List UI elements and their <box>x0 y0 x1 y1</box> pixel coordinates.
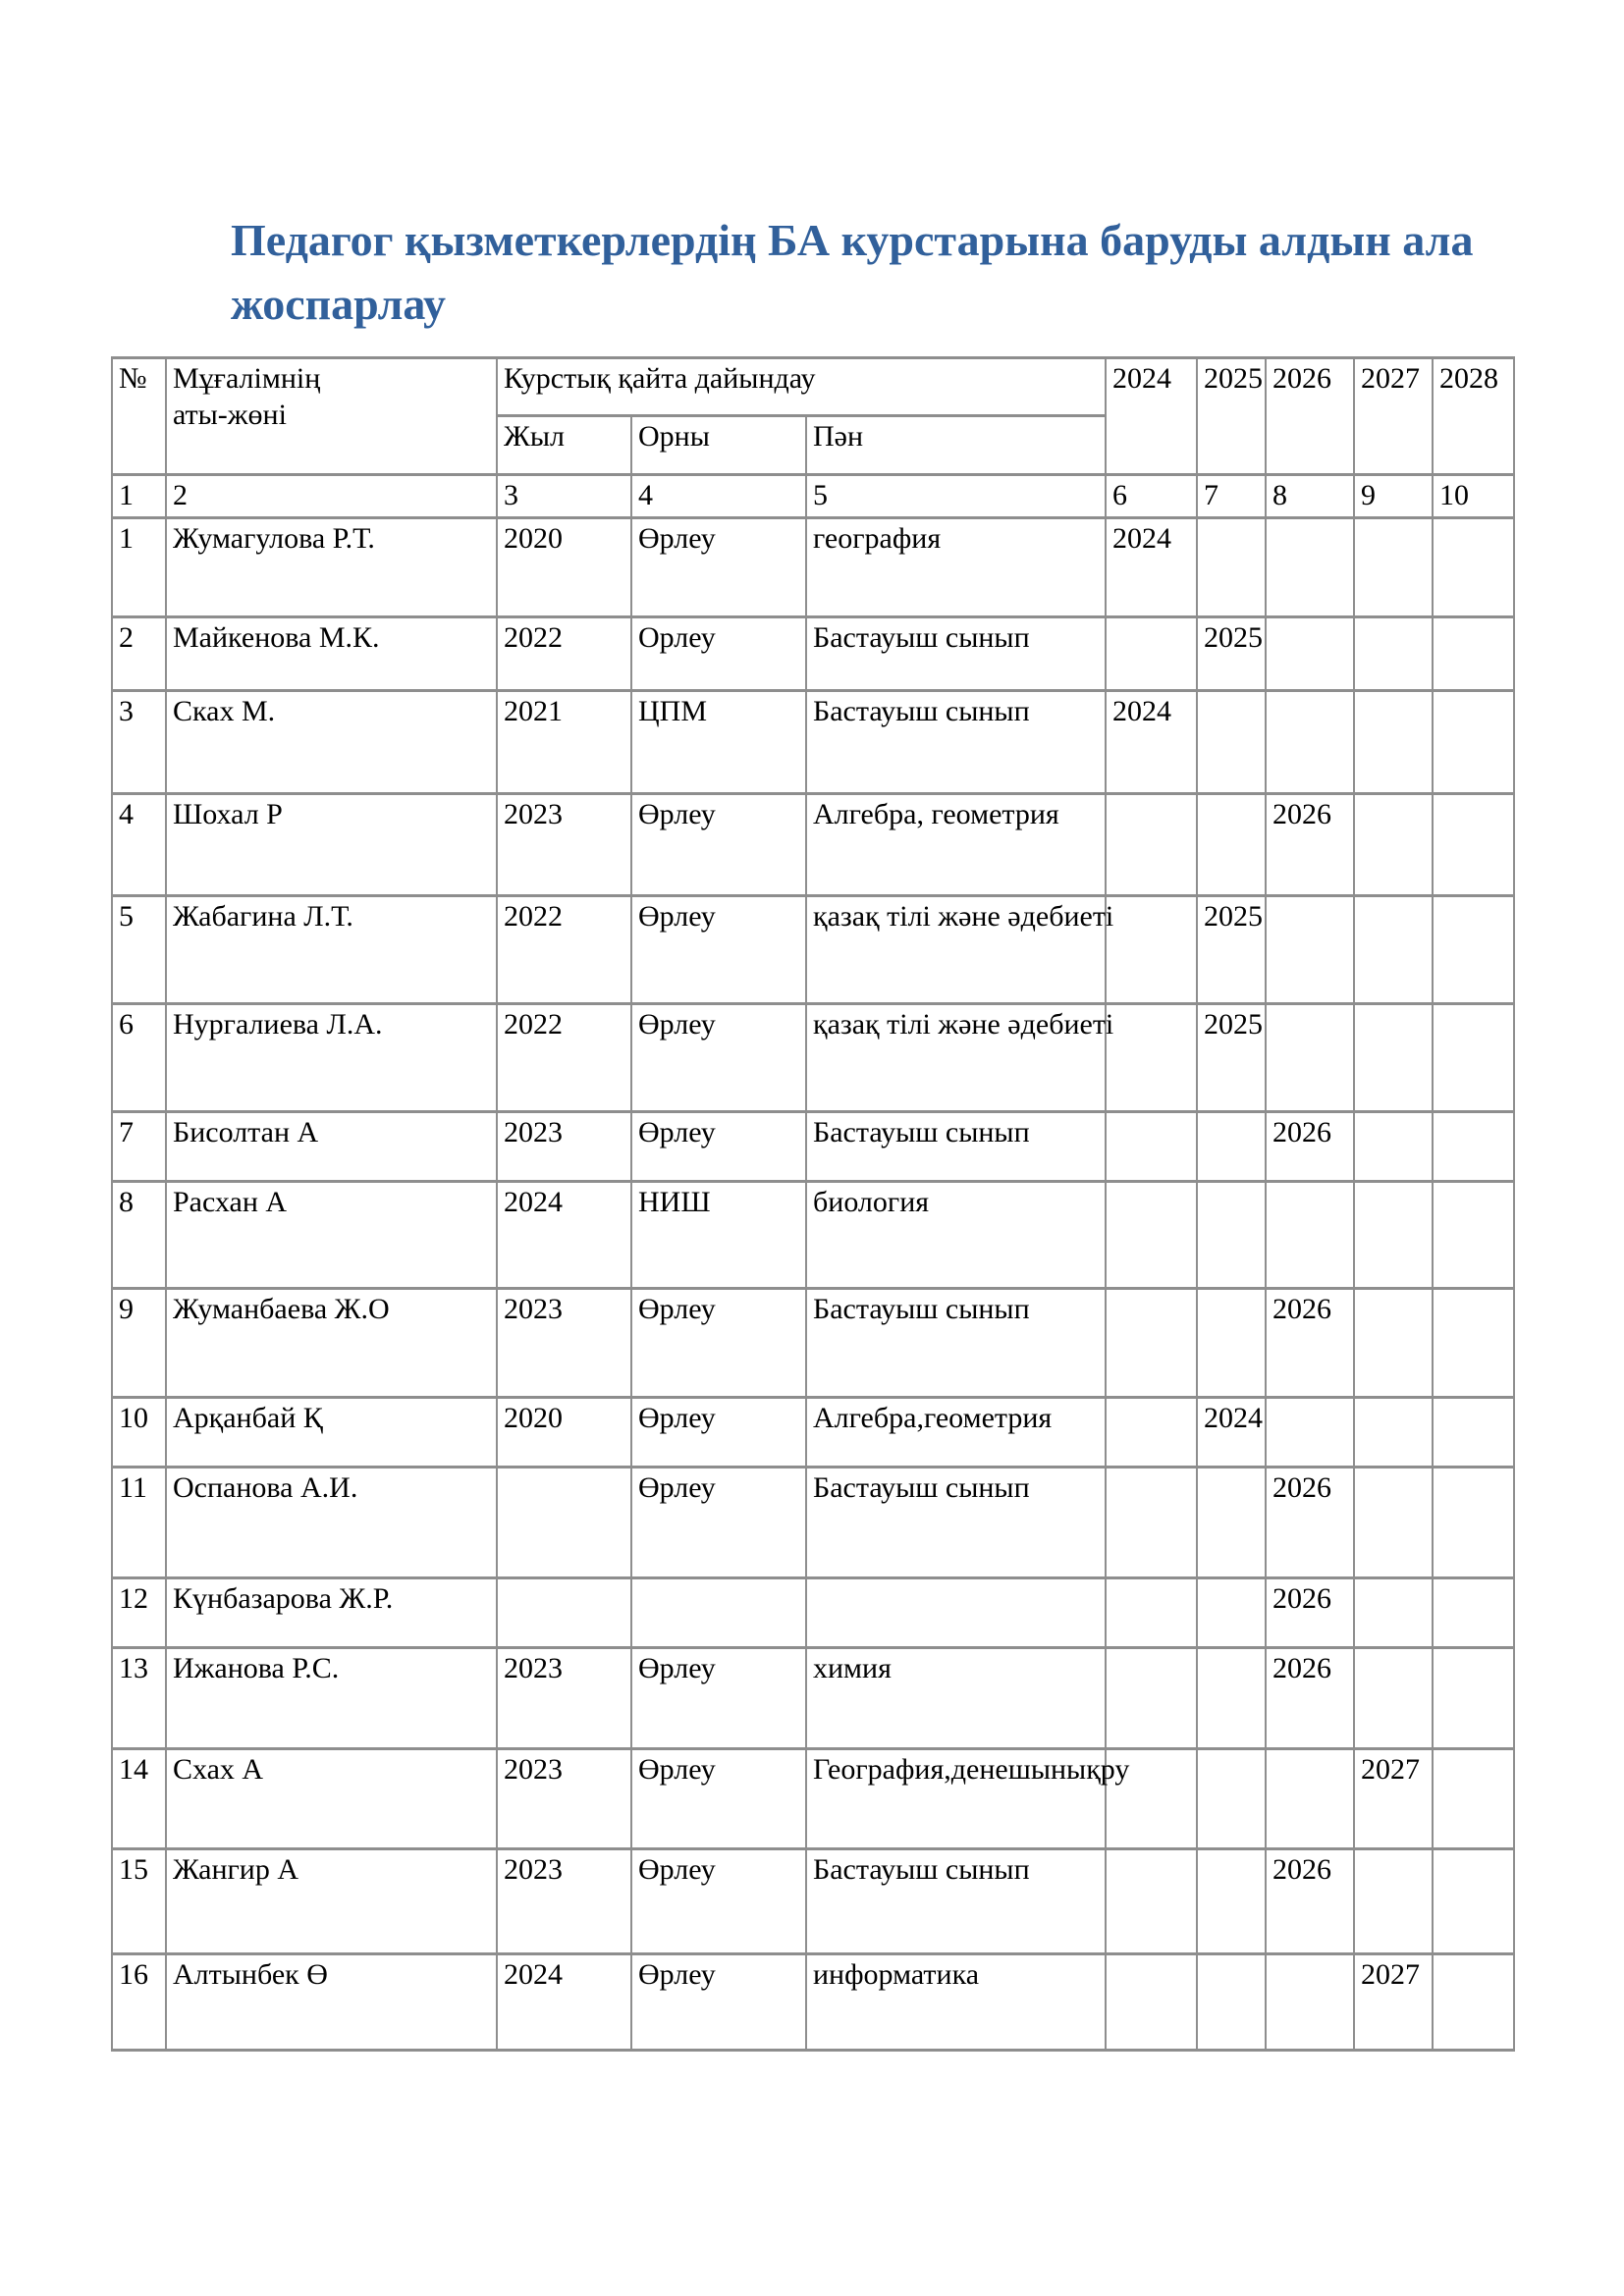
cell-plan-2028 <box>1433 1181 1514 1288</box>
cell-course-year: 2023 <box>497 1288 631 1397</box>
cell-row-number: 3 <box>112 690 166 793</box>
column-number-4: 4 <box>631 475 806 518</box>
cell-subject: Бастауыш сынып <box>806 1111 1106 1181</box>
cell-course-place: Орлеу <box>631 616 806 690</box>
cell-course-place: ЦПМ <box>631 690 806 793</box>
header-plan-year-2024: 2024 <box>1106 358 1197 475</box>
cell-course-year: 2024 <box>497 1953 631 2050</box>
cell-teacher-name: Жуманбаева Ж.О <box>166 1288 497 1397</box>
column-number-7: 7 <box>1197 475 1266 518</box>
header-plan-year-2026: 2026 <box>1266 358 1354 475</box>
table-row <box>112 517 1514 616</box>
cell-teacher-name: Нургалиева Л.А. <box>166 1003 497 1111</box>
cell-plan-2025 <box>1197 690 1266 793</box>
cell-row-number: 1 <box>112 517 166 616</box>
cell-subject: География,денешынықру <box>806 1748 1106 1848</box>
cell-course-place: Өрлеу <box>631 1848 806 1953</box>
table-row <box>112 1003 1514 1111</box>
cell-plan-2028 <box>1433 1848 1514 1953</box>
cell-plan-2028 <box>1433 1397 1514 1467</box>
cell-subject: информатика <box>806 1953 1106 2050</box>
cell-plan-2027 <box>1354 1181 1433 1288</box>
cell-course-year: 2022 <box>497 895 631 1003</box>
cell-course-year <box>497 1577 631 1647</box>
cell-row-number: 13 <box>112 1647 166 1748</box>
header-year-col: Жыл <box>497 416 631 475</box>
cell-plan-2024: 2024 <box>1106 517 1197 616</box>
cell-row-number: 9 <box>112 1288 166 1397</box>
cell-subject: қазақ тілі және әдебиеті <box>806 895 1106 1003</box>
cell-plan-2026: 2026 <box>1266 793 1354 895</box>
cell-course-place: Өрлеу <box>631 1111 806 1181</box>
cell-course-year: 2020 <box>497 517 631 616</box>
cell-plan-2027 <box>1354 1111 1433 1181</box>
cell-plan-2027 <box>1354 1467 1433 1577</box>
cell-row-number: 2 <box>112 616 166 690</box>
cell-subject: химия <box>806 1647 1106 1748</box>
cell-plan-2025 <box>1197 1647 1266 1748</box>
cell-course-year: 2023 <box>497 793 631 895</box>
cell-plan-2028 <box>1433 616 1514 690</box>
cell-plan-2026 <box>1266 1181 1354 1288</box>
cell-course-year: 2024 <box>497 1181 631 1288</box>
table-row <box>112 1397 1514 1467</box>
header-no: № <box>112 358 166 475</box>
cell-plan-2026 <box>1266 517 1354 616</box>
cell-subject: қазақ тілі және әдебиеті <box>806 1003 1106 1111</box>
cell-plan-2026: 2026 <box>1266 1848 1354 1953</box>
cell-row-number: 5 <box>112 895 166 1003</box>
cell-plan-2025 <box>1197 1111 1266 1181</box>
cell-plan-2025: 2025 <box>1197 1003 1266 1111</box>
table-row <box>112 690 1514 793</box>
cell-row-number: 12 <box>112 1577 166 1647</box>
cell-plan-2026 <box>1266 1397 1354 1467</box>
cell-plan-2026: 2026 <box>1266 1577 1354 1647</box>
cell-plan-2027 <box>1354 616 1433 690</box>
cell-teacher-name: Шохал Р <box>166 793 497 895</box>
column-number-2: 2 <box>166 475 497 518</box>
cell-plan-2024 <box>1106 1181 1197 1288</box>
cell-plan-2025 <box>1197 1953 1266 2050</box>
cell-teacher-name: Жангир А <box>166 1848 497 1953</box>
cell-plan-2025 <box>1197 1748 1266 1848</box>
cell-course-place: Өрлеу <box>631 1647 806 1748</box>
cell-course-place: Өрлеу <box>631 1953 806 2050</box>
cell-subject: Алгебра, геометрия <box>806 793 1106 895</box>
cell-course-year: 2022 <box>497 1003 631 1111</box>
cell-subject: Алгебра,геометрия <box>806 1397 1106 1467</box>
cell-plan-2024 <box>1106 1577 1197 1647</box>
cell-course-year: 2021 <box>497 690 631 793</box>
header-plan-year-2025: 2025 <box>1197 358 1266 475</box>
header-plan-year-2028: 2028 <box>1433 358 1514 475</box>
cell-course-year: 2023 <box>497 1848 631 1953</box>
cell-row-number: 15 <box>112 1848 166 1953</box>
cell-plan-2027 <box>1354 1848 1433 1953</box>
cell-teacher-name: Ижанова Р.С. <box>166 1647 497 1748</box>
cell-plan-2027 <box>1354 1288 1433 1397</box>
header-course-retraining: Курстық қайта дайындау <box>497 358 1106 416</box>
table-row <box>112 1181 1514 1288</box>
cell-plan-2026 <box>1266 1748 1354 1848</box>
cell-subject: биология <box>806 1181 1106 1288</box>
cell-plan-2028 <box>1433 1577 1514 1647</box>
cell-course-place: Өрлеу <box>631 793 806 895</box>
header-teacher-name-line-1: Мұғалімнің <box>173 362 321 395</box>
header-subject-col: Пән <box>806 416 1106 475</box>
cell-plan-2027 <box>1354 895 1433 1003</box>
cell-course-place: НИШ <box>631 1181 806 1288</box>
cell-row-number: 8 <box>112 1181 166 1288</box>
cell-plan-2026 <box>1266 1953 1354 2050</box>
cell-plan-2028 <box>1433 1003 1514 1111</box>
cell-row-number: 14 <box>112 1748 166 1848</box>
column-number-1: 1 <box>112 475 166 518</box>
cell-plan-2027 <box>1354 1577 1433 1647</box>
document-title-line-2: жоспарлау <box>231 279 447 330</box>
cell-plan-2024 <box>1106 1647 1197 1748</box>
cell-plan-2027: 2027 <box>1354 1953 1433 2050</box>
cell-plan-2026: 2026 <box>1266 1288 1354 1397</box>
cell-plan-2027 <box>1354 1003 1433 1111</box>
cell-subject: Бастауыш сынып <box>806 1848 1106 1953</box>
cell-plan-2024 <box>1106 1953 1197 2050</box>
cell-plan-2028 <box>1433 1953 1514 2050</box>
column-numbering-row <box>112 475 1514 518</box>
cell-subject: Бастауыш сынып <box>806 1467 1106 1577</box>
cell-teacher-name: Жумагулова Р.Т. <box>166 517 497 616</box>
table-row <box>112 793 1514 895</box>
table-body <box>112 358 1514 2051</box>
document-title <box>231 208 1478 337</box>
cell-plan-2028 <box>1433 1111 1514 1181</box>
cell-course-place: Өрлеу <box>631 1397 806 1467</box>
cell-plan-2025 <box>1197 1288 1266 1397</box>
cell-course-year: 2020 <box>497 1397 631 1467</box>
cell-plan-2027: 2027 <box>1354 1748 1433 1848</box>
cell-plan-2026: 2026 <box>1266 1467 1354 1577</box>
cell-plan-2025 <box>1197 1467 1266 1577</box>
cell-teacher-name: Расхан А <box>166 1181 497 1288</box>
cell-teacher-name: Схах А <box>166 1748 497 1848</box>
cell-plan-2025 <box>1197 517 1266 616</box>
cell-plan-2026 <box>1266 616 1354 690</box>
cell-plan-2024 <box>1106 1111 1197 1181</box>
column-number-6: 6 <box>1106 475 1197 518</box>
cell-plan-2026 <box>1266 1003 1354 1111</box>
column-number-5: 5 <box>806 475 1106 518</box>
cell-teacher-name: Бисолтан А <box>166 1111 497 1181</box>
cell-plan-2028 <box>1433 1288 1514 1397</box>
cell-course-year <box>497 1467 631 1577</box>
table-row <box>112 1577 1514 1647</box>
cell-teacher-name: Алтынбек Ө <box>166 1953 497 2050</box>
cell-plan-2027 <box>1354 517 1433 616</box>
cell-course-place <box>631 1577 806 1647</box>
cell-plan-2027 <box>1354 793 1433 895</box>
cell-plan-2028 <box>1433 793 1514 895</box>
cell-plan-2024 <box>1106 1397 1197 1467</box>
cell-course-place: Өрлеу <box>631 1467 806 1577</box>
column-number-8: 8 <box>1266 475 1354 518</box>
table-row <box>112 1467 1514 1577</box>
header-teacher-name <box>166 358 497 475</box>
cell-course-place: Өрлеу <box>631 517 806 616</box>
cell-plan-2027 <box>1354 1647 1433 1748</box>
cell-plan-2026 <box>1266 690 1354 793</box>
cell-plan-2025 <box>1197 793 1266 895</box>
table-row <box>112 1748 1514 1848</box>
cell-plan-2028 <box>1433 1467 1514 1577</box>
cell-course-place: Өрлеу <box>631 895 806 1003</box>
cell-row-number: 16 <box>112 1953 166 2050</box>
cell-plan-2028 <box>1433 895 1514 1003</box>
cell-plan-2025: 2024 <box>1197 1397 1266 1467</box>
cell-row-number: 4 <box>112 793 166 895</box>
cell-plan-2024: 2024 <box>1106 690 1197 793</box>
cell-row-number: 10 <box>112 1397 166 1467</box>
table-row <box>112 895 1514 1003</box>
cell-teacher-name: Сках М. <box>166 690 497 793</box>
cell-plan-2026: 2026 <box>1266 1647 1354 1748</box>
cell-subject: Бастауыш сынып <box>806 1288 1106 1397</box>
column-number-3: 3 <box>497 475 631 518</box>
cell-plan-2024 <box>1106 1848 1197 1953</box>
cell-plan-2025 <box>1197 1848 1266 1953</box>
table-row <box>112 616 1514 690</box>
cell-plan-2025: 2025 <box>1197 895 1266 1003</box>
cell-plan-2026 <box>1266 895 1354 1003</box>
cell-plan-2028 <box>1433 517 1514 616</box>
cell-plan-2028 <box>1433 690 1514 793</box>
cell-teacher-name: Жабагина Л.Т. <box>166 895 497 1003</box>
cell-course-place: Өрлеу <box>631 1748 806 1848</box>
cell-plan-2024 <box>1106 1288 1197 1397</box>
table-row <box>112 1848 1514 1953</box>
table-row <box>112 1647 1514 1748</box>
document-title-line-1: Педагог қызметкерлердің БА курстарына баруды алдын ала <box>231 215 1474 265</box>
cell-plan-2024 <box>1106 616 1197 690</box>
cell-course-year: 2023 <box>497 1748 631 1848</box>
cell-plan-2028 <box>1433 1647 1514 1748</box>
cell-course-year: 2023 <box>497 1111 631 1181</box>
cell-course-year: 2022 <box>497 616 631 690</box>
cell-subject: география <box>806 517 1106 616</box>
cell-course-year: 2023 <box>497 1647 631 1748</box>
cell-plan-2027 <box>1354 1397 1433 1467</box>
cell-course-place: Өрлеу <box>631 1003 806 1111</box>
cell-plan-2026: 2026 <box>1266 1111 1354 1181</box>
cell-teacher-name: Арқанбай Қ <box>166 1397 497 1467</box>
table-row <box>112 1111 1514 1181</box>
cell-subject: Бастауыш сынып <box>806 690 1106 793</box>
cell-teacher-name: Оспанова А.И. <box>166 1467 497 1577</box>
cell-plan-2024 <box>1106 793 1197 895</box>
cell-row-number: 6 <box>112 1003 166 1111</box>
cell-plan-2024 <box>1106 1003 1197 1111</box>
column-number-9: 9 <box>1354 475 1433 518</box>
cell-teacher-name: Майкенова М.К. <box>166 616 497 690</box>
cell-row-number: 7 <box>112 1111 166 1181</box>
cell-teacher-name: Күнбазарова Ж.Р. <box>166 1577 497 1647</box>
cell-course-place: Өрлеу <box>631 1288 806 1397</box>
cell-plan-2027 <box>1354 690 1433 793</box>
header-row-top <box>112 358 1514 416</box>
cell-plan-2025: 2025 <box>1197 616 1266 690</box>
cell-subject: Бастауыш сынып <box>806 616 1106 690</box>
cell-plan-2024 <box>1106 1467 1197 1577</box>
course-plan-table <box>111 356 1515 2052</box>
cell-plan-2025 <box>1197 1181 1266 1288</box>
cell-row-number: 11 <box>112 1467 166 1577</box>
table-row <box>112 1953 1514 2050</box>
header-place-col: Орны <box>631 416 806 475</box>
table-row <box>112 1288 1514 1397</box>
cell-plan-2024 <box>1106 895 1197 1003</box>
column-number-10: 10 <box>1433 475 1514 518</box>
cell-plan-2028 <box>1433 1748 1514 1848</box>
cell-plan-2025 <box>1197 1577 1266 1647</box>
header-plan-year-2027: 2027 <box>1354 358 1433 475</box>
cell-subject <box>806 1577 1106 1647</box>
header-teacher-name-line-2: аты-жөні <box>173 398 287 431</box>
